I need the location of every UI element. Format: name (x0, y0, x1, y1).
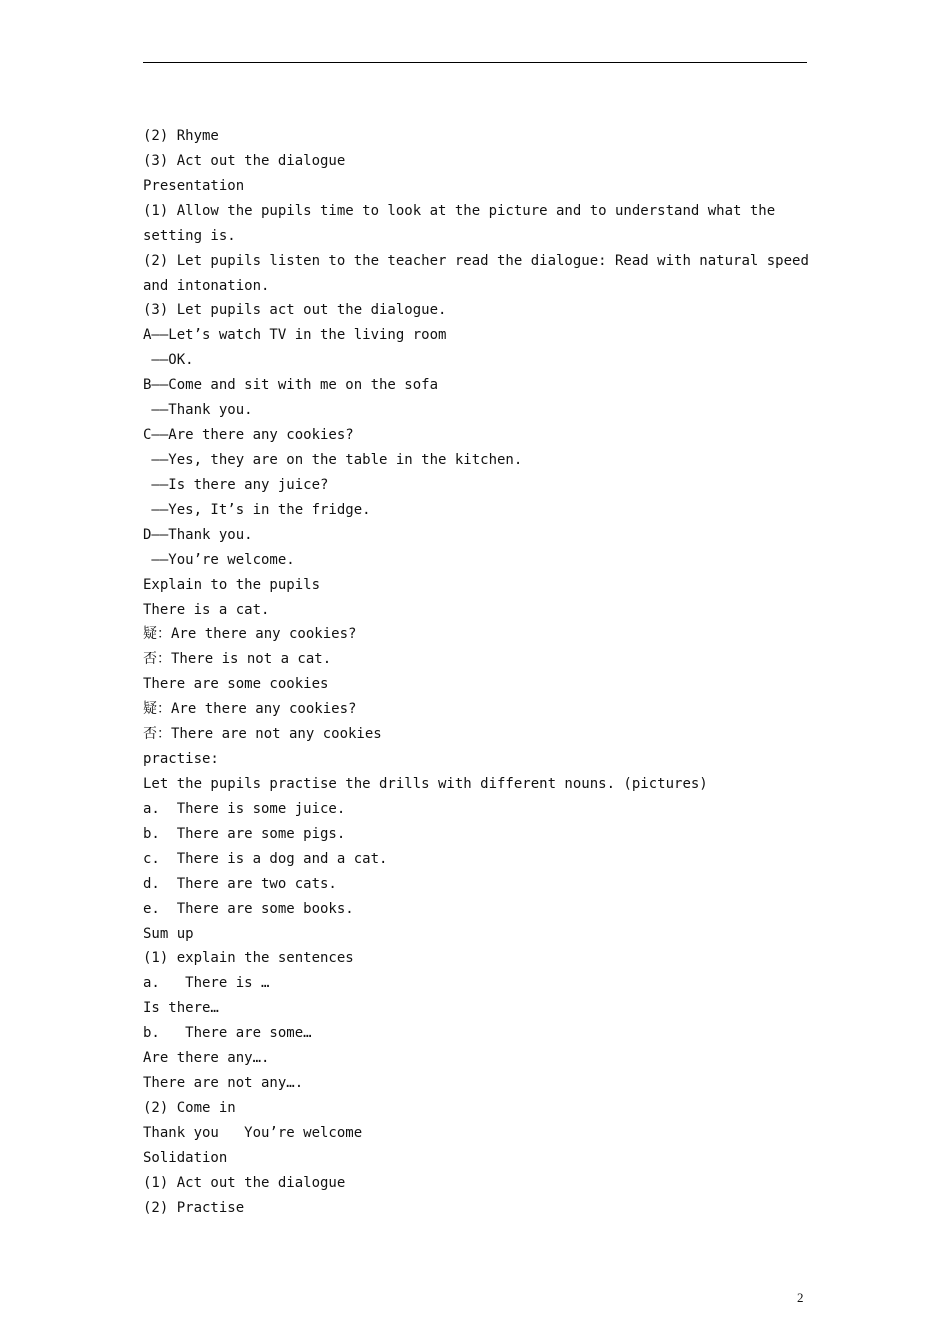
text-line: (2) Let pupils listen to the teacher read the dialogue: Read with natural speed (143, 252, 809, 269)
list-item: c. There is a dog and a cat. (143, 850, 388, 867)
text-line: There is a cat. (143, 601, 270, 618)
dialogue-line: A——Let’s watch TV in the living room (143, 327, 447, 344)
text-line: Is there… (143, 1000, 219, 1017)
dialogue-line: ——OK. (143, 352, 194, 369)
text-line: Thank you You’re welcome (143, 1124, 363, 1141)
text-line: Let the pupils practise the drills with different nouns. (pictures) (143, 775, 708, 792)
text-line: and intonation. (143, 277, 270, 294)
section-heading: Solidation (143, 1149, 228, 1166)
text-line: (3) Act out the dialogue (143, 152, 346, 169)
dialogue-line: ——Yes, they are on the table in the kitchen. (143, 451, 523, 468)
text-line: Explain to the pupils (143, 576, 321, 593)
text-line: 否：There is not a cat. (143, 651, 332, 668)
dialogue-line: D——Thank you. (143, 526, 253, 543)
text-line: a. There is … (143, 975, 270, 992)
text-line: (2) Practise (143, 1199, 245, 1216)
dialogue-line: ——Yes, It’s in the fridge. (143, 501, 371, 518)
text-line: 否：There are not any cookies (143, 726, 382, 743)
text-line: (3) Let pupils act out the dialogue. (143, 302, 447, 319)
dialogue-line: ——Is there any juice? (143, 476, 329, 493)
list-item: a. There is some juice. (143, 800, 346, 817)
section-heading: Presentation (143, 177, 245, 194)
section-heading: Sum up (143, 925, 194, 942)
dialogue-line: ——Thank you. (143, 402, 253, 419)
dialogue-line: B——Come and sit with me on the sofa (143, 377, 439, 394)
text-line: (2) Come in (143, 1099, 236, 1116)
header-rule (143, 62, 807, 63)
text-line: There are not any…. (143, 1075, 304, 1092)
text-line: (1) Allow the pupils time to look at the picture and to understand what the (143, 202, 776, 219)
section-heading: practise: (143, 751, 219, 768)
list-item: d. There are two cats. (143, 875, 337, 892)
list-item: e. There are some books. (143, 900, 354, 917)
document-body (143, 124, 815, 1221)
dialogue-line: C——Are there any cookies? (143, 427, 354, 444)
text-line: 疑：Are there any cookies? (143, 626, 357, 643)
text-line: (1) Act out the dialogue (143, 1174, 346, 1191)
text-line: setting is. (143, 227, 236, 244)
text-line: There are some cookies (143, 676, 329, 693)
list-item: b. There are some pigs. (143, 825, 346, 842)
text-line: b. There are some… (143, 1025, 312, 1042)
text-line: (2) Rhyme (143, 128, 219, 144)
text-line: (1) explain the sentences (143, 950, 354, 967)
page-number: 2 (797, 1290, 804, 1305)
text-line: Are there any…. (143, 1050, 270, 1067)
text-line: 疑：Are there any cookies? (143, 701, 357, 718)
dialogue-line: ——You’re welcome. (143, 551, 295, 568)
